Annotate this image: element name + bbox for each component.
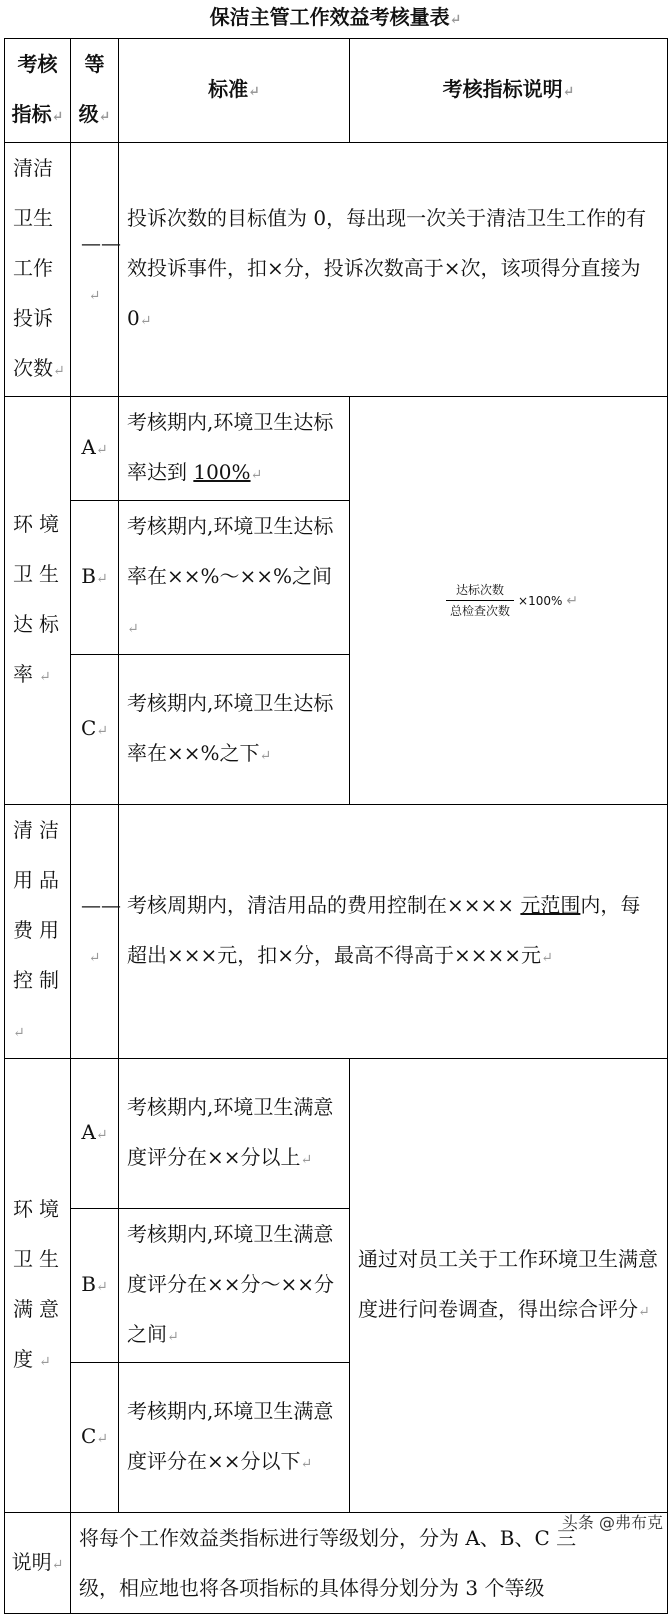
paragraph-mark: ↵ (98, 109, 111, 125)
paragraph-mark: ↵ (300, 1152, 313, 1168)
indicator-satisfaction (5, 1059, 71, 1513)
paragraph-mark: ↵ (39, 1354, 57, 1370)
grade-env-b (71, 501, 119, 655)
grade-sat-a-text: A (81, 1120, 96, 1144)
header-standard (119, 39, 350, 143)
header-description-text: 考核指标说明 (442, 77, 563, 101)
row-satisfaction-a (5, 1059, 668, 1209)
grade-sat-c-text: C (80, 1424, 97, 1448)
grade-complaints-text: —— (81, 231, 121, 255)
title-text: 保洁主管工作效益考核量表 (209, 5, 450, 29)
header-indicator (5, 39, 71, 143)
grade-sat-b-text: B (81, 1272, 96, 1296)
paragraph-mark: ↵ (51, 1556, 64, 1573)
paragraph-mark: ↵ (95, 442, 108, 458)
standard-sat-c-text: 考核期内,环境卫生满意度评分在××分以下 (127, 1399, 334, 1473)
paragraph-mark: ↵ (566, 592, 579, 609)
note-label-text: 说明 (11, 1549, 52, 1574)
paragraph-mark: ↵ (95, 1127, 108, 1143)
paragraph-mark: ↵ (167, 1329, 179, 1345)
paragraph-mark: ↵ (95, 1279, 108, 1295)
grade-sat-c (71, 1363, 119, 1513)
standard-complaints (119, 143, 668, 397)
grade-cost-text: —— (81, 893, 121, 917)
row-complaints (5, 143, 668, 397)
standard-env-a-value: 100% (193, 460, 251, 484)
standard-sat-a (119, 1059, 350, 1209)
paragraph-mark: ↵ (88, 950, 101, 966)
grade-env-c (71, 655, 119, 805)
grade-sat-b (71, 1209, 119, 1363)
indicator-cost (5, 805, 71, 1059)
paragraph-mark: ↵ (541, 950, 553, 966)
indicator-complaints (5, 143, 71, 397)
paragraph-mark: ↵ (139, 313, 152, 329)
page-title (0, 0, 671, 36)
grade-env-a (71, 397, 119, 501)
standard-complaints-text: 投诉次数的目标值为 0，每出现一次关于清洁卫生工作的有效投诉事件，扣×分，投诉次数高于×次，该项得分直接为 0 (127, 206, 647, 330)
paragraph-mark: ↵ (250, 467, 263, 483)
indicator-cost-text: 清洁用品费用控制 (13, 818, 65, 992)
standard-env-a-text: 考核期内,环境卫生达标率达到 (127, 410, 334, 484)
assessment-table (4, 38, 668, 1614)
row-env-rate-a (5, 397, 668, 501)
formula-fraction (446, 582, 514, 619)
paragraph-mark: ↵ (95, 571, 108, 587)
grade-env-c-text: C (80, 716, 97, 740)
standard-env-a (119, 397, 350, 501)
paragraph-mark: ↵ (562, 84, 575, 100)
indicator-env-rate-text: 环境卫生达标率 (13, 512, 65, 686)
grade-env-a-text: A (81, 435, 96, 459)
indicator-complaints-text: 清洁卫生工作投诉次数 (13, 156, 53, 380)
paragraph-mark: ↵ (96, 723, 109, 739)
standard-sat-b-text: 考核期内,环境卫生满意度评分在××分～××分之间 (127, 1222, 335, 1346)
paragraph-mark: ↵ (88, 288, 101, 304)
formula-denominator: 总检查次数 (450, 604, 511, 618)
paragraph-mark: ↵ (248, 84, 260, 100)
row-cost (5, 805, 668, 1059)
standard-cost-text: 考核周期内，清洁用品的费用控制在×××× (127, 893, 521, 917)
paragraph-mark: ↵ (51, 109, 64, 125)
paragraph-mark: ↵ (638, 1304, 650, 1320)
grade-env-b-text: B (81, 564, 96, 588)
standard-sat-b (119, 1209, 350, 1363)
indicator-satisfaction-text: 环境卫生满意度 (13, 1197, 65, 1371)
description-env-rate-formula (350, 397, 668, 805)
standard-env-b-text: 考核期内,环境卫生达标率在××%～××%之间 (127, 514, 334, 588)
grade-cost (71, 805, 119, 1059)
standard-cost-underlined: 元范围 (520, 893, 581, 917)
header-grade-text: 等级 (78, 52, 105, 126)
standard-env-c-text: 考核期内,环境卫生达标率在××%之下 (127, 691, 334, 765)
paragraph-mark: ↵ (449, 12, 462, 28)
header-grade (71, 39, 119, 143)
paragraph-mark: ↵ (13, 1025, 31, 1041)
standard-cost-suffix: 内，每超出×××元，扣×分，最高不得高于××××元 (127, 893, 641, 967)
formula-multiplier: ×100% (518, 593, 563, 608)
paragraph-mark: ↵ (300, 1456, 313, 1472)
paragraph-mark: ↵ (39, 669, 57, 685)
indicator-env-rate (5, 397, 71, 805)
watermark: 头条 @弗布克 (561, 1513, 663, 1532)
standard-env-b (119, 501, 350, 655)
standard-sat-a-text: 考核期内,环境卫生满意度评分在××分以上 (127, 1095, 334, 1169)
formula-numerator: 达标次数 (446, 582, 514, 601)
grade-complaints (71, 143, 119, 397)
grade-sat-a (71, 1059, 119, 1209)
paragraph-mark: ↵ (259, 748, 272, 764)
header-standard-text: 标准 (208, 77, 249, 101)
standard-env-c (119, 655, 350, 805)
paragraph-mark: ↵ (53, 363, 65, 379)
header-indicator-text: 考核指标 (11, 52, 58, 126)
header-description (350, 39, 668, 143)
paragraph-mark: ↵ (127, 621, 139, 637)
note-label (5, 1513, 71, 1614)
header-row (5, 39, 668, 143)
description-satisfaction (350, 1059, 668, 1513)
description-satisfaction-text: 通过对员工关于工作环境卫生满意度进行问卷调查，得出综合评分 (358, 1247, 658, 1321)
paragraph-mark: ↵ (96, 1431, 109, 1447)
standard-cost (119, 805, 668, 1059)
standard-sat-c (119, 1363, 350, 1513)
note-text-content: 将每个工作效益类指标进行等级划分，分为 A、B、C 三级，相应地也将各项指标的具体得分划分为 3 个等级 (79, 1526, 577, 1600)
